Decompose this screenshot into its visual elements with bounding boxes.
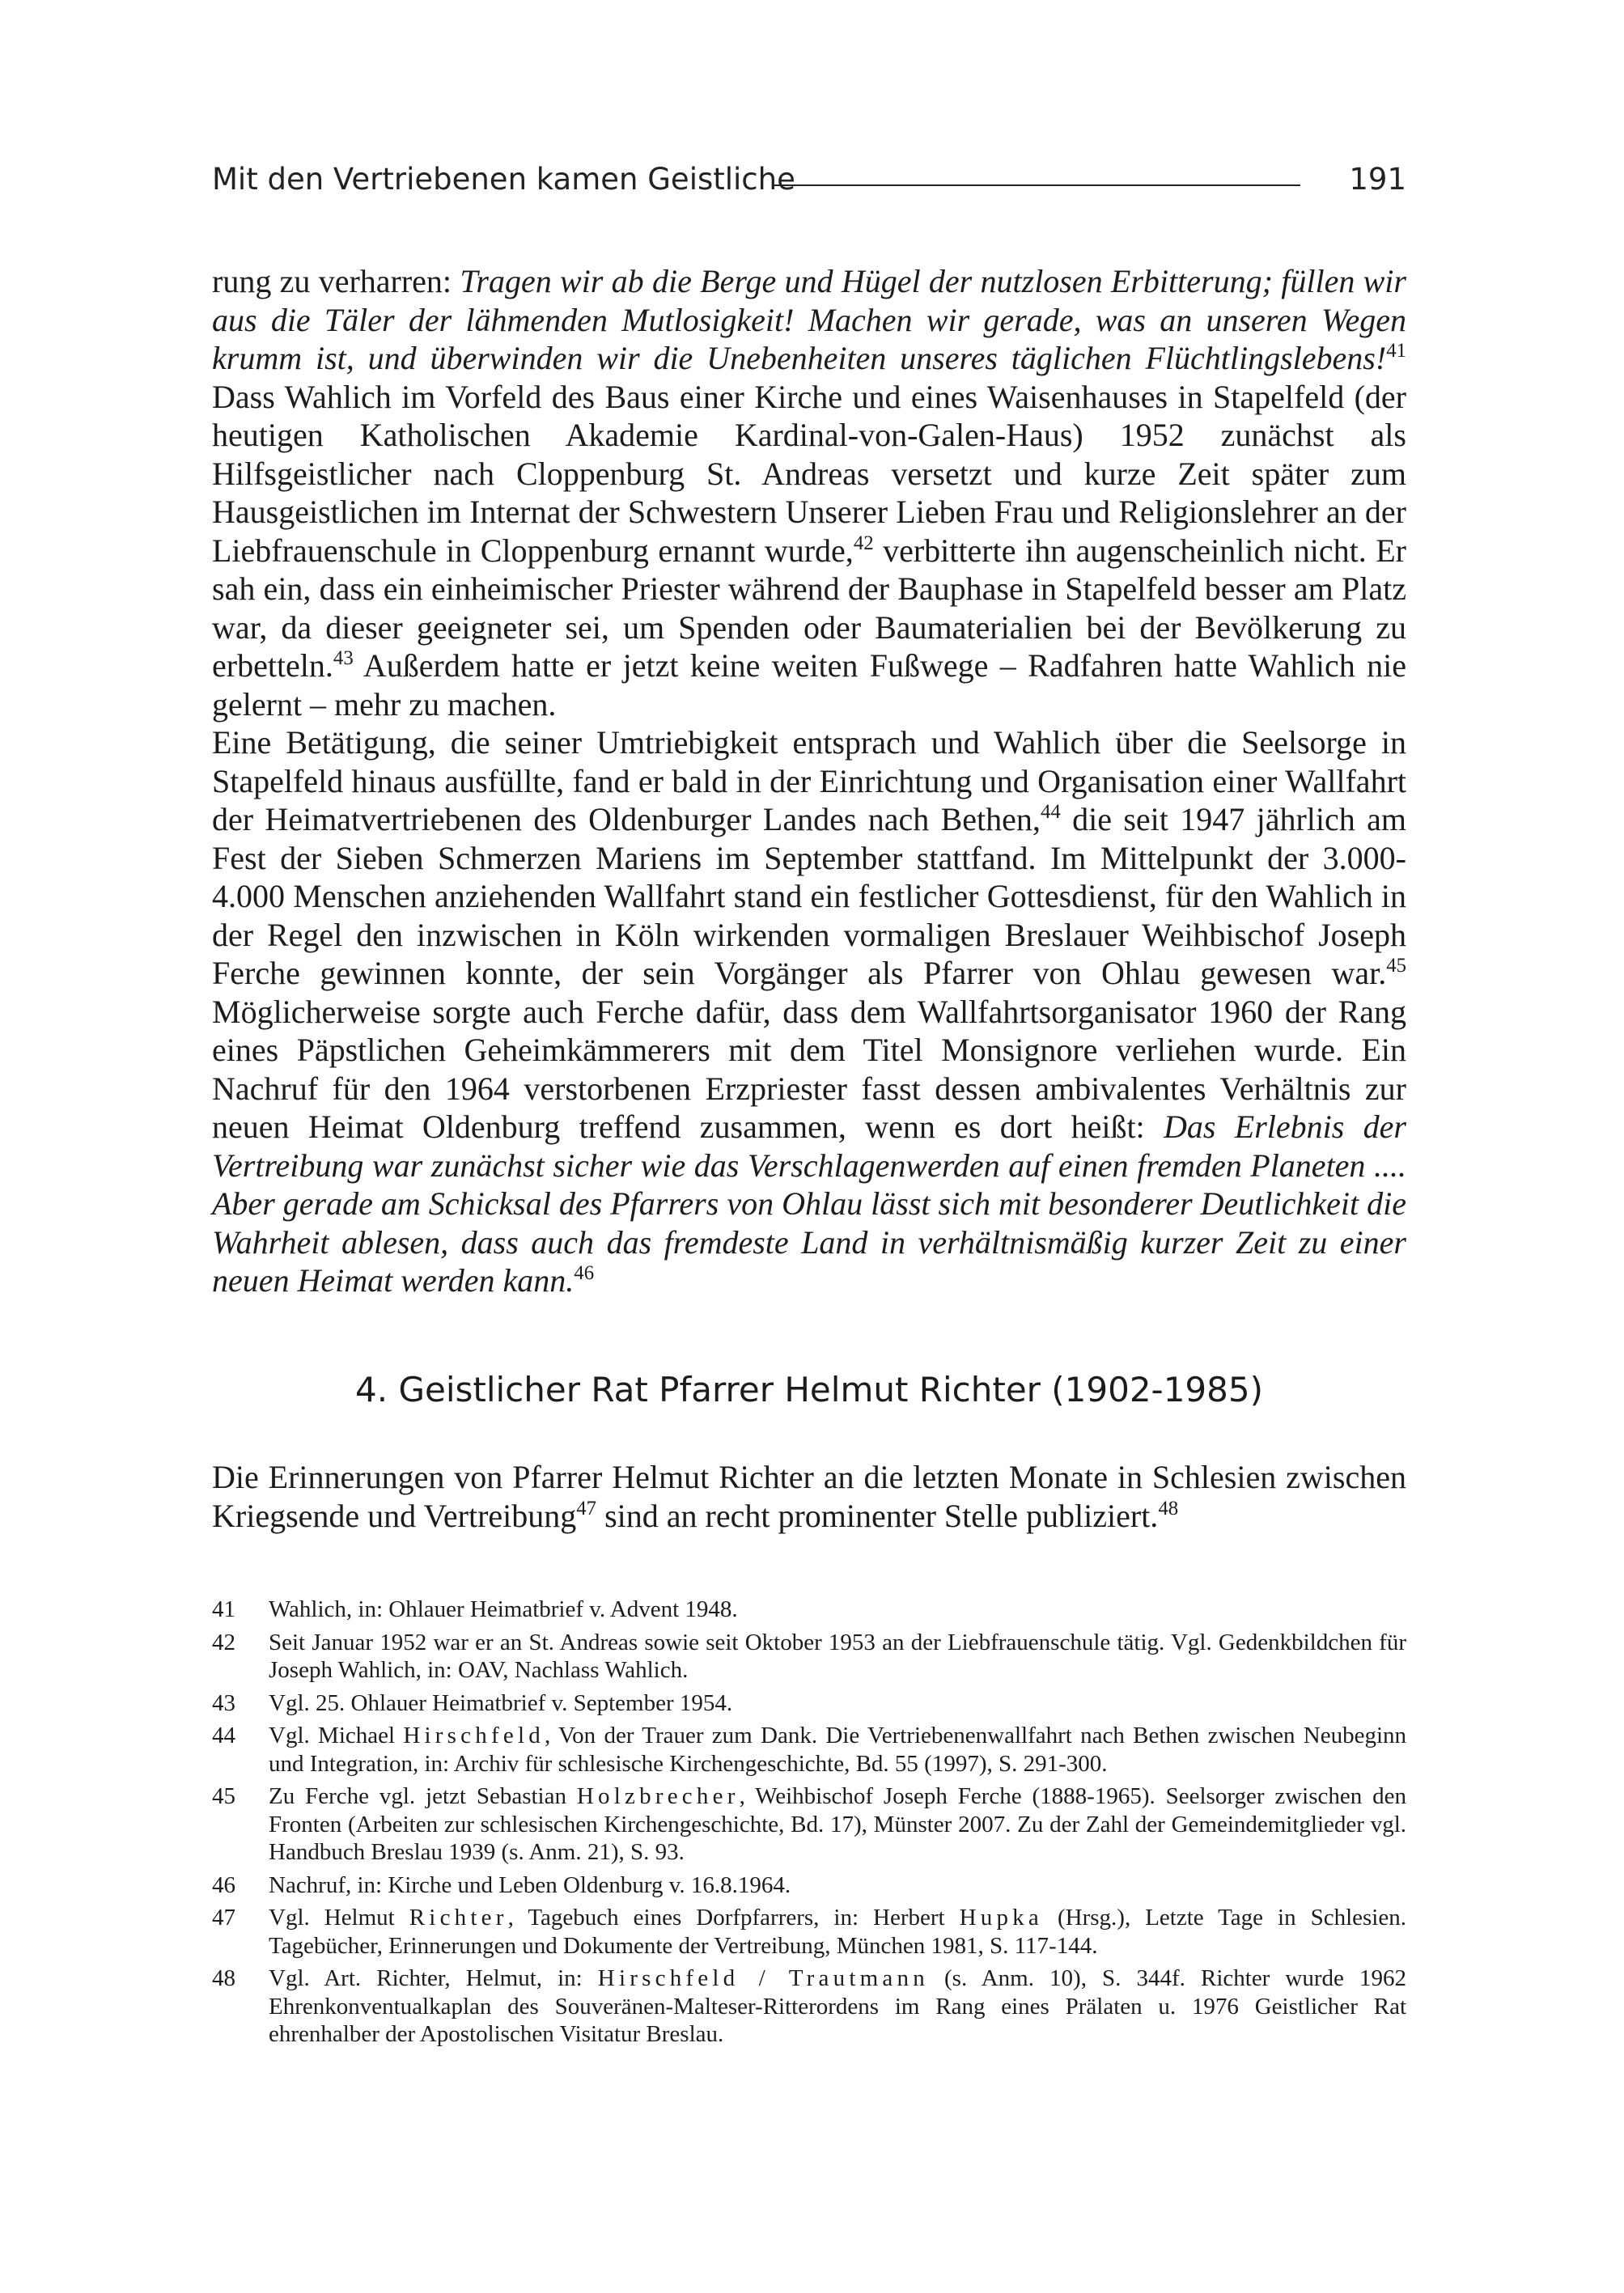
p1-text-a: rung zu verharren: — [212, 263, 460, 299]
footnotes — [212, 1596, 1406, 2054]
section-heading: 4. Geistlicher Rat Pfarrer Helmut Richter (1902-1985) — [355, 1370, 1263, 1409]
main-text — [212, 262, 1406, 1300]
footnote-46 — [212, 1871, 1406, 1900]
footnote-text-a: Vgl. Michael — [269, 1723, 404, 1748]
footnote-text-b: (s. Anm. 10), S. 344f. Richter wurde 1962 Ehrenkonventualkaplan des Souveränen-Malteser-Ritterordens im Rang eines Prälaten u. 1976 Geistlicher Rat ehrenhalber der Apostolischen Visitatur Breslau. — [269, 1965, 1406, 2047]
footnote-text: Wahlich, in: Ohlauer Heimatbrief v. Advent 1948. — [269, 1596, 738, 1622]
footnote-text — [269, 1722, 1406, 1778]
footnote-text-b: , Weihbischof Joseph Ferche (1888-1965). Seelsorger zwischen den Fronten (Arbeiten zur schlesischen Kirchengeschichte, Bd. 17), Münster 2007. Zu der Zahl der Gemeindemitglieder vgl. Handbuch Breslau 1939 (s. Anm. 21), S. 93. — [269, 1783, 1406, 1865]
footnote-text: Nachruf, in: Kirche und Leben Oldenburg v. 16.8.1964. — [269, 1871, 791, 1898]
p2-text-b: die seit 1947 jährlich am Fest der Sieben Schmerzen Mariens im September stattfand. Im Mittelpunkt der 3.000-4.000 Menschen anziehenden Wallfahrt stand ein festlicher Gottesdienst, für den Wahlich in der Regel den inzwischen in Köln wirkenden vormaligen Breslauer Weihbischof Joseph Ferche gewinnen konnte, der sein Vorgänger als Pfarrer von Ohlau gewesen war. — [212, 801, 1406, 991]
footnote-ref-42[interactable]: 42 — [853, 532, 874, 554]
p1-text-c: Dass Wahlich im Vorfeld des Baus einer Kirche und eines Waisenhauses in Stapelfeld (der heutigen Katholischen Akademie Kardinal-von-Galen-Haus) 1952 zunächst als Hilfsgeistlicher nach Cloppenburg St. Andreas versetzt und kurze Zeit später zum Hausgeistlichen im Internat der Schwestern Unserer Lieben Frau und Religionslehrer an der Liebfrauenschule in Cloppenburg ernannt wurde, — [212, 378, 1406, 569]
footnote-number: 45 — [212, 1783, 235, 1809]
footnote-ref-45[interactable]: 45 — [1386, 955, 1406, 977]
footnote-number: 46 — [212, 1871, 235, 1898]
footnote-number: 41 — [212, 1596, 235, 1622]
running-head — [212, 162, 1406, 210]
footnote-text-a: Zu Ferche vgl. jetzt Sebastian — [269, 1783, 577, 1809]
footnote-text-a: Vgl. Helmut — [269, 1905, 409, 1931]
footnote-text — [269, 1965, 1406, 2049]
p1-quote: Tragen wir ab die Berge und Hügel der nutzlosen Erbitterung; füllen wir aus die Täler der lähmenden Mutlosigkeit! Machen wir gerade, was an unseren Wegen krumm ist, und überwinden wir die Unebenheiten unseres täglichen Flüchtlingslebens! — [212, 263, 1406, 376]
footnote-number: 43 — [212, 1689, 235, 1716]
p2-text-a: Eine Betätigung, die seiner Umtriebigkeit entsprach und Wahlich über die Seelsorge in Stapelfeld hinaus ausfüllte, fand er bald in der Einrichtung und Organisation einer Wallfahrt der Heimatvertriebenen des Oldenburger Landes nach Bethen, — [212, 724, 1406, 837]
author-name: Hirschfeld / Trautmann — [597, 1965, 929, 1991]
paragraph-3 — [212, 1458, 1406, 1536]
footnote-42 — [212, 1629, 1406, 1685]
page-number: 191 — [1349, 162, 1406, 197]
footnote-number: 42 — [212, 1629, 235, 1655]
running-head-title: Mit den Vertriebenen kamen Geistliche — [212, 162, 795, 197]
footnote-44 — [212, 1722, 1406, 1778]
p3-text-b: sind an recht prominenter Stelle publiziert. — [596, 1498, 1159, 1534]
author-name: Richter — [409, 1905, 508, 1931]
footnote-text: Seit Januar 1952 war er an St. Andreas sowie seit Oktober 1953 an der Liebfrauenschule tätig. Vgl. Gedenkbildchen für Joseph Wahlich, in: OAV, Nachlass Wahlich. — [269, 1629, 1406, 1683]
p2-quote: Das Erlebnis der Vertreibung war zunächst sicher wie das Verschlagenwerden auf einen fremden Planeten .... Aber gerade am Schicksal des Pfarrers von Ohlau lässt sich mit besonderer Deutlichkeit die Wahrheit ablesen, dass auch das fremdeste Land in verhältnismäßig kurzer Zeit zu einer neuen Heimat werden kann. — [212, 1108, 1407, 1299]
footnote-text: Vgl. 25. Ohlauer Heimatbrief v. September 1954. — [269, 1689, 733, 1716]
footnote-ref-43[interactable]: 43 — [333, 647, 354, 670]
footnote-ref-46[interactable]: 46 — [574, 1262, 595, 1285]
footnote-45 — [212, 1782, 1406, 1867]
footnote-text-a: Vgl. Art. Richter, Helmut, in: — [269, 1965, 598, 1991]
running-head-rule — [774, 184, 1300, 186]
p1-text-d: verbitterte ihn augenscheinlich nicht. Er sah ein, dass ein einheimischer Priester während der Bauphase in Stapelfeld besser am Platz war, da dieser geeigneter sei, um Spenden oder Baumaterialien bei der Bevölkerung zu erbetteln. — [212, 532, 1406, 684]
footnote-41 — [212, 1596, 1406, 1624]
footnote-number: 44 — [212, 1723, 235, 1748]
footnote-text — [269, 1782, 1406, 1867]
footnote-48 — [212, 1965, 1406, 2049]
footnote-text-c: (Hrsg.), Letzte Tage in Schlesien. Tagebücher, Erinnerungen und Dokumente der Vertreibung, München 1981, S. 117-144. — [269, 1905, 1406, 1959]
footnote-ref-41[interactable]: 41 — [1386, 340, 1406, 362]
author-name: Hirschfeld — [403, 1723, 545, 1748]
p1-text-e: Außerdem hatte er jetzt keine weiten Fußwege – Radfahren hatte Wahlich nie gelernt – mehr zu machen. — [212, 647, 1406, 723]
footnote-text-b: , Tagebuch eines Dorfpfarrers, in: Herbert — [507, 1905, 960, 1931]
paragraph-2 — [212, 723, 1406, 1300]
footnote-43 — [212, 1689, 1406, 1718]
p3-text-a: Die Erinnerungen von Pfarrer Helmut Richter an die letzten Monate in Schlesien zwischen Kriegsende und Vertreibung — [212, 1459, 1406, 1534]
footnote-text-b: , Von der Trauer zum Dank. Die Vertriebenenwallfahrt nach Bethen zwischen Neubeginn und Integration, in: Archiv für schlesische Kirchengeschichte, Bd. 55 (1997), S. 291-300. — [269, 1723, 1407, 1777]
footnote-ref-44[interactable]: 44 — [1040, 801, 1061, 824]
footnote-ref-48[interactable]: 48 — [1158, 1498, 1179, 1520]
author-name: Holzbrecher — [576, 1783, 740, 1809]
p2-text-c: Möglicherweise sorgte auch Ferche dafür, dass dem Wallfahrtsorganisator 1960 der Rang eines Päpstlichen Geheimkämmerers mit dem Titel Monsignore verliehen wurde. Ein Nachruf für den 1964 verstorbenen Erzpriester fasst dessen ambivalentes Verhältnis zur neuen Heimat Oldenburg treffend zusammen, wenn es dort heißt: — [212, 993, 1406, 1145]
paragraph-1 — [212, 262, 1406, 723]
footnote-text — [269, 1904, 1406, 1960]
footnote-47 — [212, 1904, 1406, 1960]
footnote-ref-47[interactable]: 47 — [576, 1498, 597, 1520]
editor-name: Hupka — [959, 1905, 1043, 1931]
footnote-number: 47 — [212, 1905, 235, 1931]
footnote-number: 48 — [212, 1965, 235, 1991]
